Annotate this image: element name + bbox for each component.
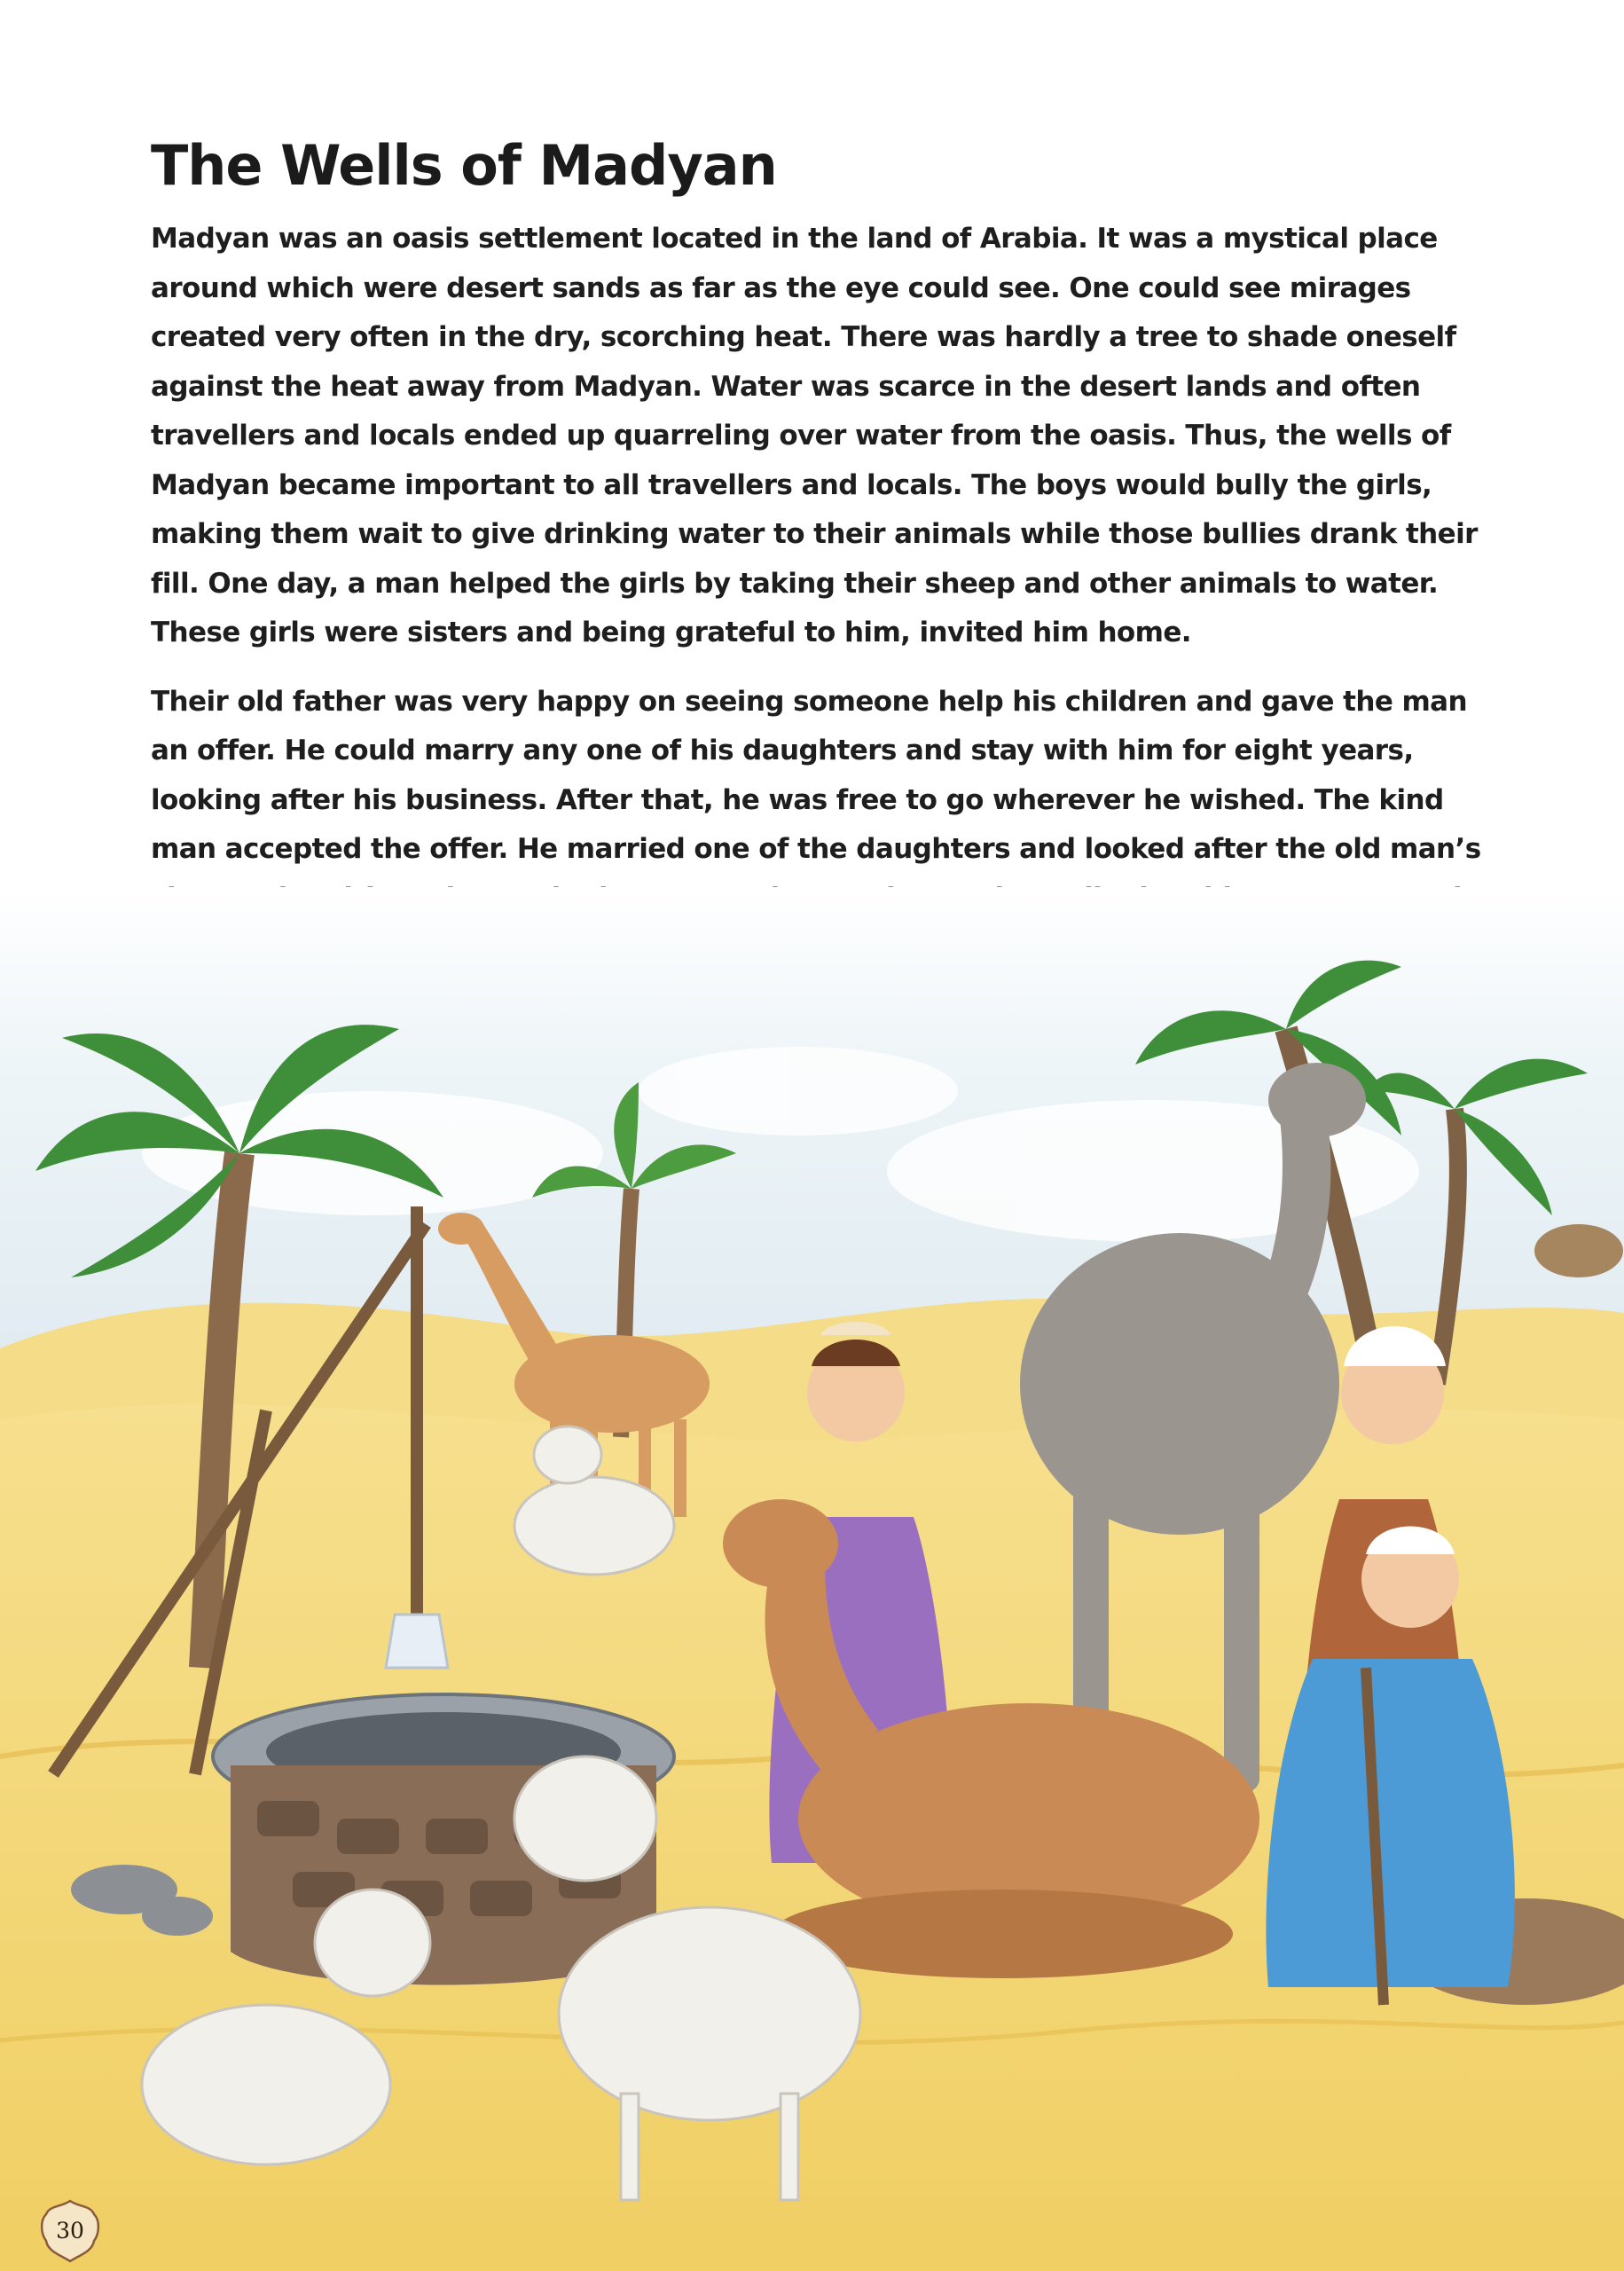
page-number: 30 [56, 2218, 84, 2243]
page-number-badge [37, 2198, 103, 2264]
desert-well-illustration [0, 887, 1624, 2271]
story-paragraph-1: Madyan was an oasis settlement located in the land of Arabia. It was a mystical place around which were desert sands as far as the eye could see. One could see mirages created very often in the dry, scorching heat. There was hardly a tree to shade oneself against the heat away from Madyan. Water was scarce in the desert lands and often travellers and locals ended up quarreling over water from the oasis. Thus, the wells of Madyan became important to all travellers and locals. The boys would bully the girls, making them wait to give drinking water to their animals while those bullies drank their fill. One day, a man helped the girls by taking their sheep and other animals to water. These girls were sisters and being grateful to him, invited him home. [151, 223, 1478, 648]
story-text [151, 215, 1508, 973]
page-title: The Wells of Madyan [151, 133, 777, 198]
story-paragraph-2: Their old father was very happy on seeing someone help his children and gave the man an offer. He could marry any one of his daughters and stay with him for eight years, looking after his business. After that, he was free to go wherever he wished. The kind man accepted the offer. He married one of the daughters and looked after the old man’s [151, 685, 1481, 865]
well-bucket [386, 1615, 448, 1668]
